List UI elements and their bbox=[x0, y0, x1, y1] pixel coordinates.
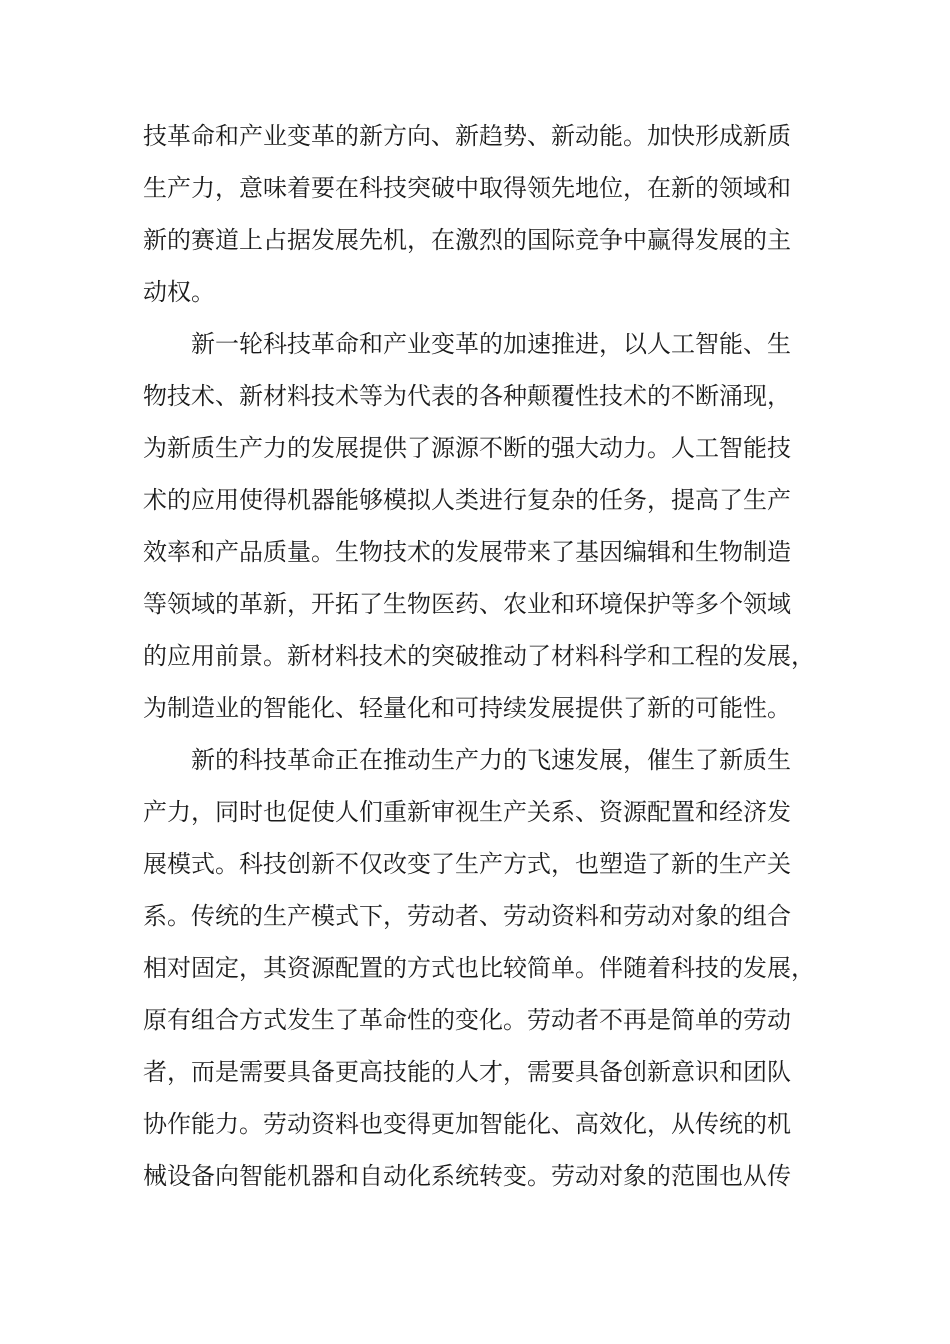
paragraph-3 bbox=[143, 734, 823, 1202]
text-line: 术的应用使得机器能够模拟人类进行复杂的任务，提高了生产 bbox=[143, 486, 791, 514]
text-line: 相对固定，其资源配置的方式也比较简单。伴随着科技的发展， bbox=[143, 954, 815, 982]
text-line: 效率和产品质量。生物技术的发展带来了基因编辑和生物制造 bbox=[143, 538, 791, 566]
text-line: 为新质生产力的发展提供了源源不断的强大动力。人工智能技 bbox=[143, 434, 791, 462]
paragraph-2 bbox=[143, 318, 823, 734]
text-line: 原有组合方式发生了革命性的变化。劳动者不再是简单的劳动 bbox=[143, 1006, 791, 1034]
text-line: 新的赛道上占据发展先机，在激烈的国际竞争中赢得发展的主 bbox=[143, 226, 791, 254]
text-line: 协作能力。劳动资料也变得更加智能化、高效化，从传统的机 bbox=[143, 1110, 791, 1138]
text-line: 新的科技革命正在推动生产力的飞速发展，催生了新质生 bbox=[191, 746, 791, 774]
text-line: 技革命和产业变革的新方向、新趋势、新动能。加快形成新质 bbox=[143, 122, 791, 150]
text-line: 者，而是需要具备更高技能的人才，需要具备创新意识和团队 bbox=[143, 1058, 791, 1086]
text-line: 展模式。科技创新不仅改变了生产方式，也塑造了新的生产关 bbox=[143, 850, 791, 878]
body-text bbox=[143, 110, 823, 1202]
text-line: 等领域的革新，开拓了生物医药、农业和环境保护等多个领域 bbox=[143, 590, 791, 618]
paragraph-1 bbox=[143, 110, 823, 318]
text-line: 的应用前景。新材料技术的突破推动了材料科学和工程的发展， bbox=[143, 642, 815, 670]
text-line: 械设备向智能机器和自动化系统转变。劳动对象的范围也从传 bbox=[143, 1162, 791, 1190]
text-line: 动权。 bbox=[143, 278, 215, 306]
text-line: 系。传统的生产模式下，劳动者、劳动资料和劳动对象的组合 bbox=[143, 902, 791, 930]
text-line: 产力，同时也促使人们重新审视生产关系、资源配置和经济发 bbox=[143, 798, 791, 826]
text-line: 为制造业的智能化、轻量化和可持续发展提供了新的可能性。 bbox=[143, 694, 791, 722]
text-line: 新一轮科技革命和产业变革的加速推进，以人工智能、生 bbox=[191, 330, 791, 358]
text-line: 物技术、新材料技术等为代表的各种颠覆性技术的不断涌现， bbox=[143, 382, 791, 410]
text-line: 生产力，意味着要在科技突破中取得领先地位，在新的领域和 bbox=[143, 174, 791, 202]
